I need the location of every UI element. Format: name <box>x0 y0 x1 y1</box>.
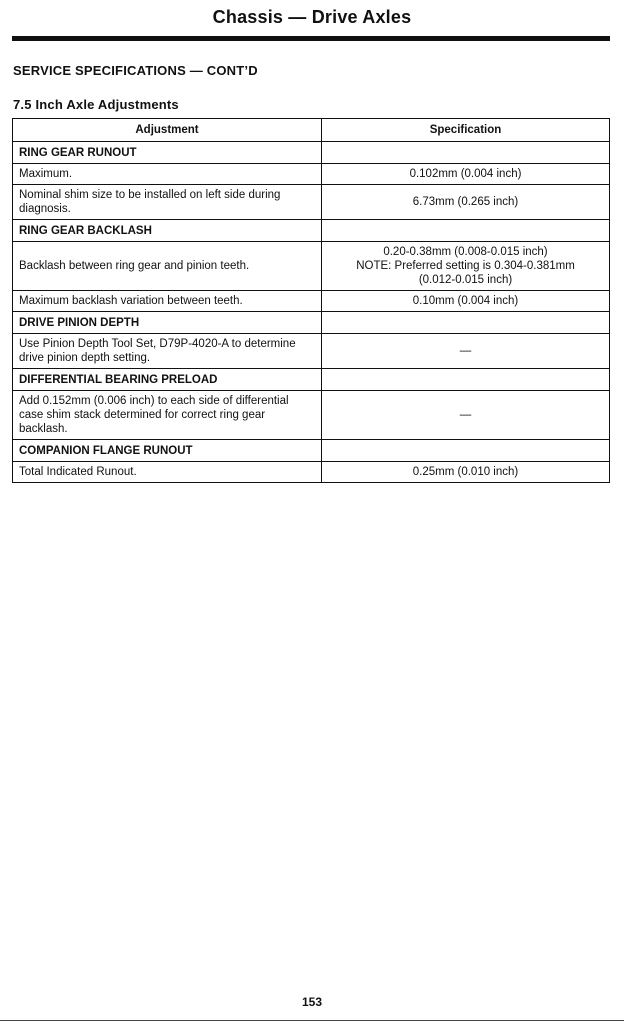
adjustment-cell: Maximum. <box>13 164 322 185</box>
adjustment-cell: Nominal shim size to be installed on left side during diagnosis. <box>13 185 322 220</box>
section-heading: SERVICE SPECIFICATIONS — CONT’D <box>13 63 258 78</box>
table-row <box>13 291 610 312</box>
adjustments-table <box>12 118 610 483</box>
specification-cell: 6.73mm (0.265 inch) <box>322 185 610 220</box>
specification-cell: 0.10mm (0.004 inch) <box>322 291 610 312</box>
table-row <box>13 242 610 291</box>
page-title: Chassis — Drive Axles <box>212 7 412 27</box>
specification-cell <box>322 369 610 391</box>
section-label: RING GEAR RUNOUT <box>13 142 322 164</box>
bottom-edge <box>0 1020 624 1021</box>
table-row <box>13 462 610 483</box>
section-label: RING GEAR BACKLASH <box>13 220 322 242</box>
page-number: 153 <box>301 995 323 1009</box>
section-label: COMPANION FLANGE RUNOUT <box>13 440 322 462</box>
table-section-row <box>13 369 610 391</box>
adjustment-cell: Use Pinion Depth Tool Set, D79P-4020-A to determine drive pinion depth setting. <box>13 334 322 369</box>
specification-cell: — <box>322 334 610 369</box>
section-label: DIFFERENTIAL BEARING PRELOAD <box>13 369 322 391</box>
table-title: 7.5 Inch Axle Adjustments <box>13 97 179 112</box>
table-row <box>13 334 610 369</box>
adjustment-cell: Add 0.152mm (0.006 inch) to each side of differential case shim stack determined for correct ring gear backlash. <box>13 391 322 440</box>
section-label: DRIVE PINION DEPTH <box>13 312 322 334</box>
table-section-row <box>13 312 610 334</box>
specification-cell: — <box>322 391 610 440</box>
specification-cell <box>322 440 610 462</box>
table-section-row <box>13 142 610 164</box>
table-section-row <box>13 220 610 242</box>
specification-cell <box>322 142 610 164</box>
table-section-row <box>13 440 610 462</box>
specification-cell: 0.102mm (0.004 inch) <box>322 164 610 185</box>
adjustment-cell: Backlash between ring gear and pinion teeth. <box>13 242 322 291</box>
column-header-adjustment: Adjustment <box>13 119 322 142</box>
table-row <box>13 185 610 220</box>
specification-cell: 0.20-0.38mm (0.008-0.015 inch) NOTE: Preferred setting is 0.304-0.381mm (0.012-0.015 inch) <box>322 242 610 291</box>
table-row <box>13 164 610 185</box>
column-header-specification: Specification <box>322 119 610 142</box>
table-row <box>13 391 610 440</box>
adjustment-cell: Total Indicated Runout. <box>13 462 322 483</box>
specification-cell <box>322 220 610 242</box>
specification-cell: 0.25mm (0.010 inch) <box>322 462 610 483</box>
adjustment-cell: Maximum backlash variation between teeth. <box>13 291 322 312</box>
table-header-row <box>13 119 610 142</box>
title-rule <box>12 36 610 41</box>
table-body <box>13 142 610 483</box>
specification-cell <box>322 312 610 334</box>
